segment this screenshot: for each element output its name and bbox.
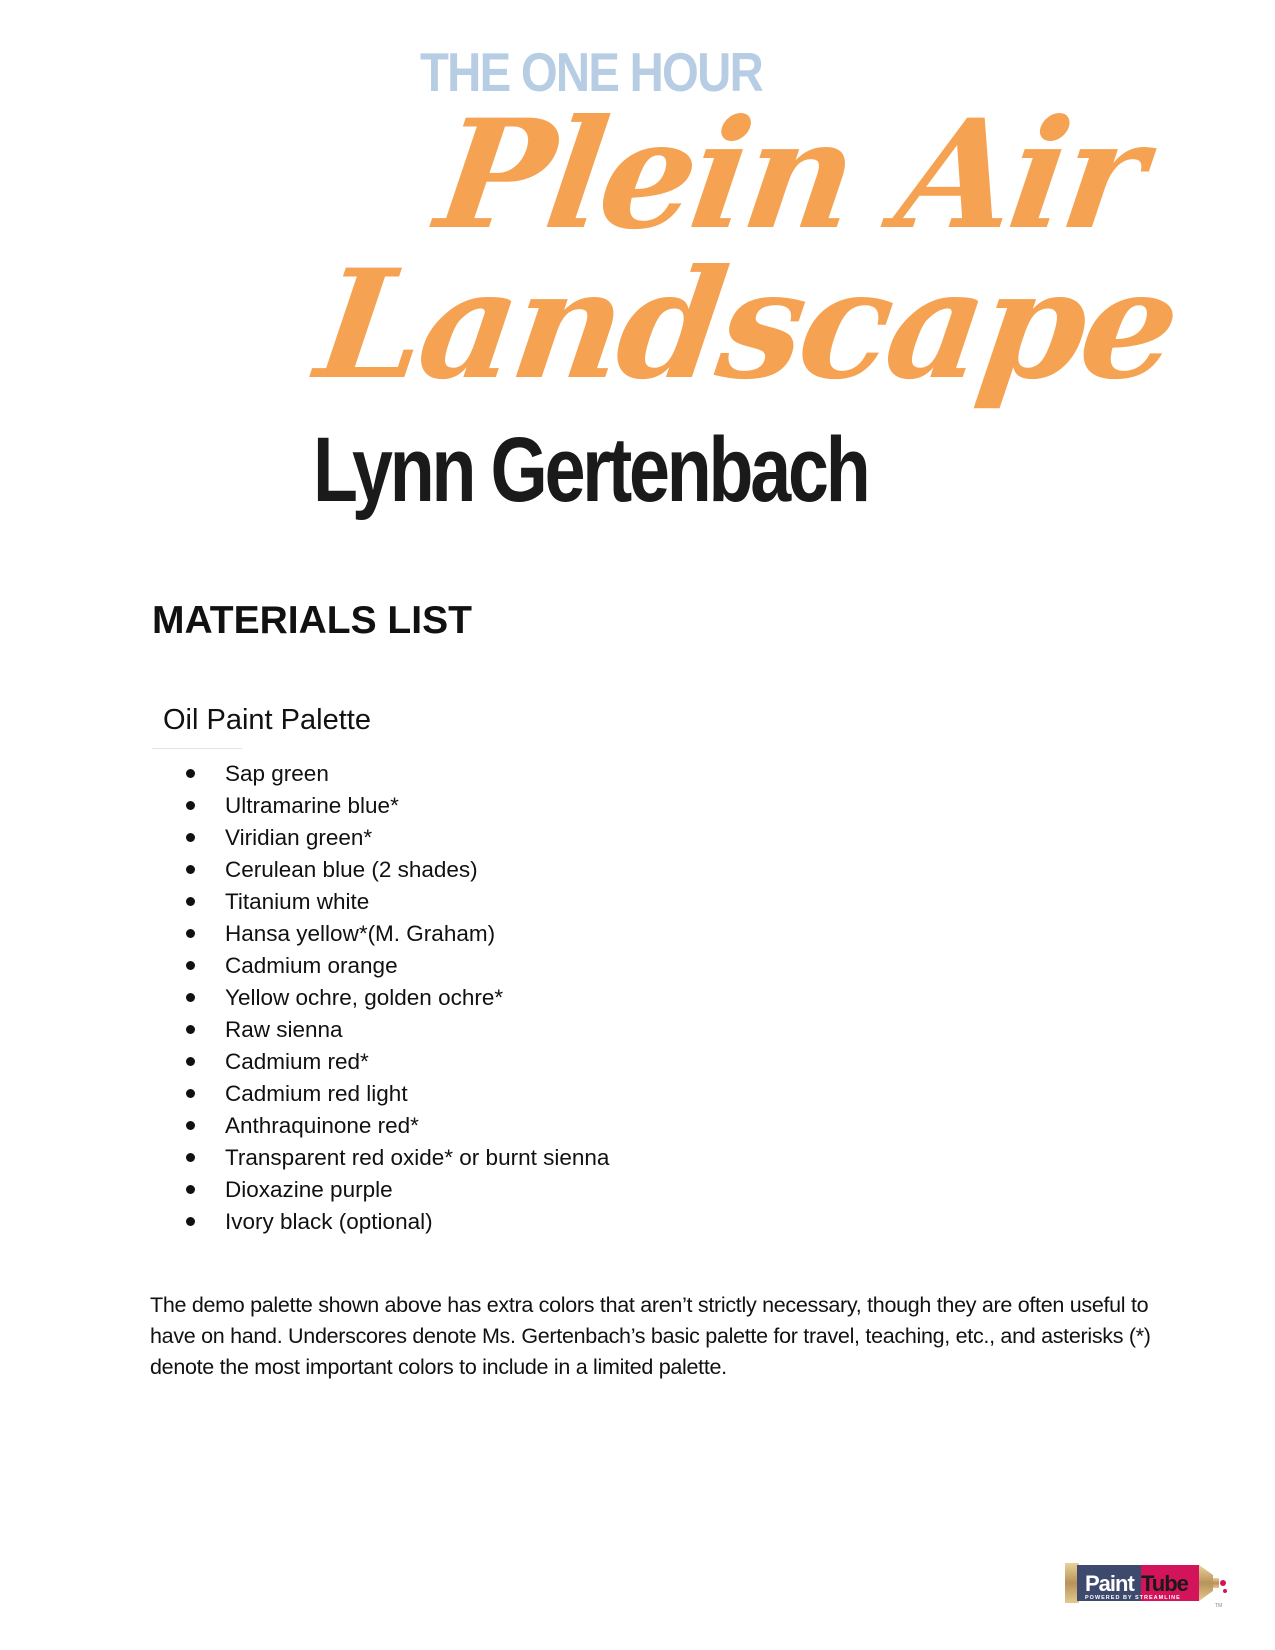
bullet-icon xyxy=(186,993,195,1002)
bullet-icon xyxy=(186,1057,195,1066)
logo-tagline: POWERED BY STREAMLINE xyxy=(1085,1595,1181,1601)
painttube-logo xyxy=(1065,1555,1230,1613)
list-item-label: Ivory black (optional) xyxy=(225,1209,433,1234)
list-item-label: Raw sienna xyxy=(225,1017,343,1042)
bullet-icon xyxy=(186,1025,195,1034)
bullet-icon xyxy=(186,1217,195,1226)
list-item-label: Hansa yellow*(M. Graham) xyxy=(225,921,496,946)
bullet-icon xyxy=(186,1185,195,1194)
list-item-label: Dioxazine purple xyxy=(225,1177,393,1202)
list-item-label: Cadmium red light xyxy=(225,1081,408,1106)
script-title-line-1: Plein Air xyxy=(427,87,1153,263)
bullet-icon xyxy=(186,801,195,810)
list-item-label: Cadmium red* xyxy=(225,1049,369,1074)
bullet-icon xyxy=(186,1153,195,1162)
list-item-label: Cadmium orange xyxy=(225,953,398,978)
bullet-icon xyxy=(186,961,195,970)
paint-tube-icon xyxy=(1065,1555,1230,1613)
logo-trademark: TM xyxy=(1215,1603,1223,1609)
list-item-label: Yellow ochre, golden ochre* xyxy=(225,985,504,1010)
bullet-icon xyxy=(186,929,195,938)
logo-paint-text: Paint xyxy=(1085,1571,1134,1596)
list-item-label: Titanium white xyxy=(225,889,370,914)
kicker-title: THE ONE HOUR xyxy=(420,41,763,103)
list-item-label: Sap green xyxy=(225,761,329,786)
bullet-icon xyxy=(186,897,195,906)
palette-subheading: Oil Paint Palette xyxy=(163,704,371,736)
bullet-icon xyxy=(186,1089,195,1098)
bullet-icon xyxy=(186,769,195,778)
list-item-label: Viridian green* xyxy=(225,825,373,850)
author-name: Lynn Gertenbach xyxy=(313,419,868,521)
list-item-label: Cerulean blue (2 shades) xyxy=(225,857,478,882)
list-item-label: Ultramarine blue* xyxy=(225,793,399,818)
list-item-label: Anthraquinone red* xyxy=(225,1113,419,1138)
bullet-icon xyxy=(186,1121,195,1130)
script-title-line-2: Landscape xyxy=(307,237,1187,413)
logo-tube-text: Tube xyxy=(1141,1571,1188,1596)
palette-note: The demo palette shown above has extra colors that aren’t strictly necessary, though they are often useful to have on hand. Underscores denote Ms. Gertenbach’s basic palette for travel, teaching, etc., and asterisks (*) denote the most important colors to include in a limited palette. xyxy=(150,1293,1151,1379)
list-item-label: Transparent red oxide* or burnt sienna xyxy=(225,1145,610,1170)
materials-heading: MATERIALS LIST xyxy=(152,599,472,642)
bullet-icon xyxy=(186,865,195,874)
divider xyxy=(152,748,242,749)
bullet-icon xyxy=(186,833,195,842)
